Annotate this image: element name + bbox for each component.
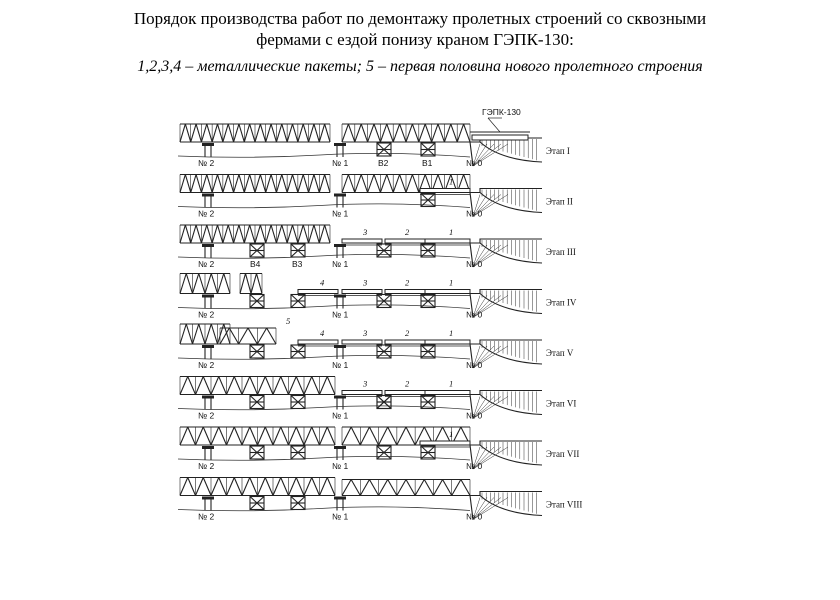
stage-row — [178, 478, 582, 522]
pier-1 — [334, 194, 346, 208]
pier-2 — [202, 244, 214, 258]
stage-row — [178, 377, 576, 421]
new-truss-span-left — [180, 377, 335, 395]
diagram-title — [0, 8, 840, 50]
stage-label: Этап VI — [546, 398, 577, 409]
pier-1 — [334, 396, 346, 410]
water-line — [178, 254, 470, 258]
package-number-5: 5 — [286, 316, 291, 326]
truss-span-left — [180, 124, 330, 142]
tower-b2 — [377, 244, 391, 257]
new-truss-span-left — [180, 478, 335, 496]
label-tower-b1: В1 — [422, 158, 433, 168]
tower-b4 — [250, 295, 264, 308]
pier-2 — [202, 345, 214, 359]
tower-b1 — [421, 446, 435, 459]
water-line — [178, 204, 470, 208]
package-number-4: 4 — [320, 328, 325, 338]
label-pier-1: № 1 — [332, 158, 349, 168]
pier-1 — [334, 244, 346, 258]
pier-2 — [202, 143, 214, 157]
label-pier-2: № 2 — [198, 410, 215, 421]
label-pier-2: № 2 — [198, 259, 215, 269]
label-abutment-0: № 0 — [466, 410, 483, 421]
tower-b3 — [291, 244, 305, 257]
stage-rows — [178, 107, 582, 522]
label-abutment-0: № 0 — [466, 158, 483, 168]
stage-label: Этап IV — [546, 297, 577, 308]
label-abutment-0: № 0 — [466, 511, 483, 522]
tower-b2 — [377, 396, 391, 409]
bridge-dismantling-diagram — [170, 107, 600, 550]
label-abutment-0: № 0 — [466, 309, 483, 320]
stage-row — [178, 175, 573, 219]
package-number-1: 1 — [449, 378, 454, 389]
tower-b4 — [250, 244, 264, 257]
label-abutment-0: № 0 — [466, 208, 483, 219]
package-number-3: 3 — [363, 227, 368, 237]
package-number-1: 1 — [449, 429, 454, 439]
label-pier-2: № 2 — [198, 461, 215, 471]
truss-span-left — [180, 175, 330, 193]
pier-1 — [334, 446, 346, 460]
tower-b2 — [377, 345, 391, 358]
truss-fragment — [240, 274, 262, 294]
tower-b1 — [421, 345, 435, 358]
stage-label: Этап VII — [546, 449, 580, 459]
package-number-2: 2 — [405, 277, 410, 288]
label-pier-1: № 1 — [332, 461, 349, 471]
label-pier-1: № 1 — [332, 360, 349, 370]
stage-label: Этап V — [546, 348, 574, 358]
label-tower-b4: В4 — [250, 259, 261, 269]
pier-1 — [334, 295, 346, 309]
package-number-1: 1 — [449, 277, 454, 288]
water-line — [178, 507, 470, 511]
truss-span-right — [342, 124, 470, 142]
metal-package-3 — [342, 290, 382, 296]
truss-span-left-partial — [180, 274, 230, 294]
stage-row — [178, 225, 576, 269]
tower-b3 — [291, 446, 305, 459]
metal-package-3 — [342, 340, 382, 346]
new-span-half — [220, 328, 276, 344]
water-line — [178, 355, 470, 359]
package-number-2: 2 — [405, 227, 410, 237]
new-truss-span-right — [342, 480, 470, 496]
label-tower-b3: В3 — [292, 259, 303, 269]
truss-span-left-partial — [180, 324, 230, 344]
diagram-subtitle: 1,2,3,4 – металлические пакеты; 5 – первая половина нового пролетного строения — [137, 58, 703, 75]
label-pier-1: № 1 — [332, 511, 349, 522]
crane-label: ГЭПК-130 — [482, 107, 521, 117]
tower-b4 — [250, 497, 264, 510]
stage-row — [178, 427, 579, 471]
label-pier-1: № 1 — [332, 259, 349, 269]
stage-row — [178, 274, 577, 320]
pier-1 — [334, 497, 346, 511]
package-number-3: 3 — [363, 328, 368, 338]
package-number-1: 1 — [449, 176, 454, 187]
label-pier-1: № 1 — [332, 410, 349, 421]
water-line — [178, 153, 470, 157]
package-number-2: 2 — [405, 378, 410, 389]
new-truss-span-left — [180, 427, 335, 445]
tower-b2 — [377, 446, 391, 459]
package-number-3: 3 — [363, 378, 368, 389]
tower-b1 — [421, 295, 435, 308]
pier-2 — [202, 194, 214, 208]
metal-package-3 — [342, 239, 382, 245]
tower-b2 — [377, 143, 391, 156]
water-line — [178, 305, 470, 309]
water-line — [178, 456, 470, 460]
stage-label: Этап III — [546, 247, 576, 257]
stage-label: Этап VIII — [546, 499, 583, 510]
tower-b4 — [250, 345, 264, 358]
package-number-4: 4 — [320, 277, 325, 288]
metal-package-3 — [342, 391, 382, 397]
pier-2 — [202, 446, 214, 460]
tower-b1 — [421, 194, 435, 207]
label-abutment-0: № 0 — [466, 360, 483, 370]
stage-label: Этап I — [546, 146, 570, 156]
title-line-2: фермами с ездой понизу краном ГЭПК-130: — [256, 30, 574, 49]
package-number-1: 1 — [449, 328, 454, 338]
package-number-3: 3 — [363, 277, 368, 288]
stage-label: Этап II — [546, 196, 573, 207]
label-pier-2: № 2 — [198, 360, 215, 370]
stage-row — [178, 316, 574, 370]
tower-b3 — [291, 497, 305, 510]
pier-1 — [334, 143, 346, 157]
title-line-1: Порядок производства работ по демонтажу пролетных строений со сквозными — [133, 9, 707, 28]
tower-b1 — [421, 396, 435, 409]
tower-b3 — [291, 295, 305, 308]
water-line — [178, 406, 470, 410]
tower-b3 — [291, 396, 305, 409]
pier-2 — [202, 396, 214, 410]
pier-2 — [202, 497, 214, 511]
tower-b1 — [421, 143, 435, 156]
tower-b2 — [377, 295, 391, 308]
stage-row — [178, 107, 570, 168]
tower-b3 — [291, 345, 305, 358]
tower-b4 — [250, 446, 264, 459]
label-pier-1: № 1 — [332, 208, 349, 219]
tower-b4 — [250, 396, 264, 409]
label-pier-2: № 2 — [198, 208, 215, 219]
label-abutment-0: № 0 — [466, 461, 483, 471]
label-abutment-0: № 0 — [466, 259, 483, 269]
truss-span-left — [180, 225, 330, 243]
package-number-2: 2 — [405, 328, 410, 338]
label-pier-1: № 1 — [332, 309, 349, 320]
pier-1 — [334, 345, 346, 359]
label-tower-b2: В2 — [378, 158, 389, 168]
label-pier-2: № 2 — [198, 511, 215, 522]
pier-2 — [202, 295, 214, 309]
tower-b1 — [421, 244, 435, 257]
label-pier-2: № 2 — [198, 158, 215, 168]
package-number-1: 1 — [449, 227, 454, 237]
crane-gepk-130 — [470, 118, 530, 140]
label-pier-2: № 2 — [198, 309, 215, 320]
